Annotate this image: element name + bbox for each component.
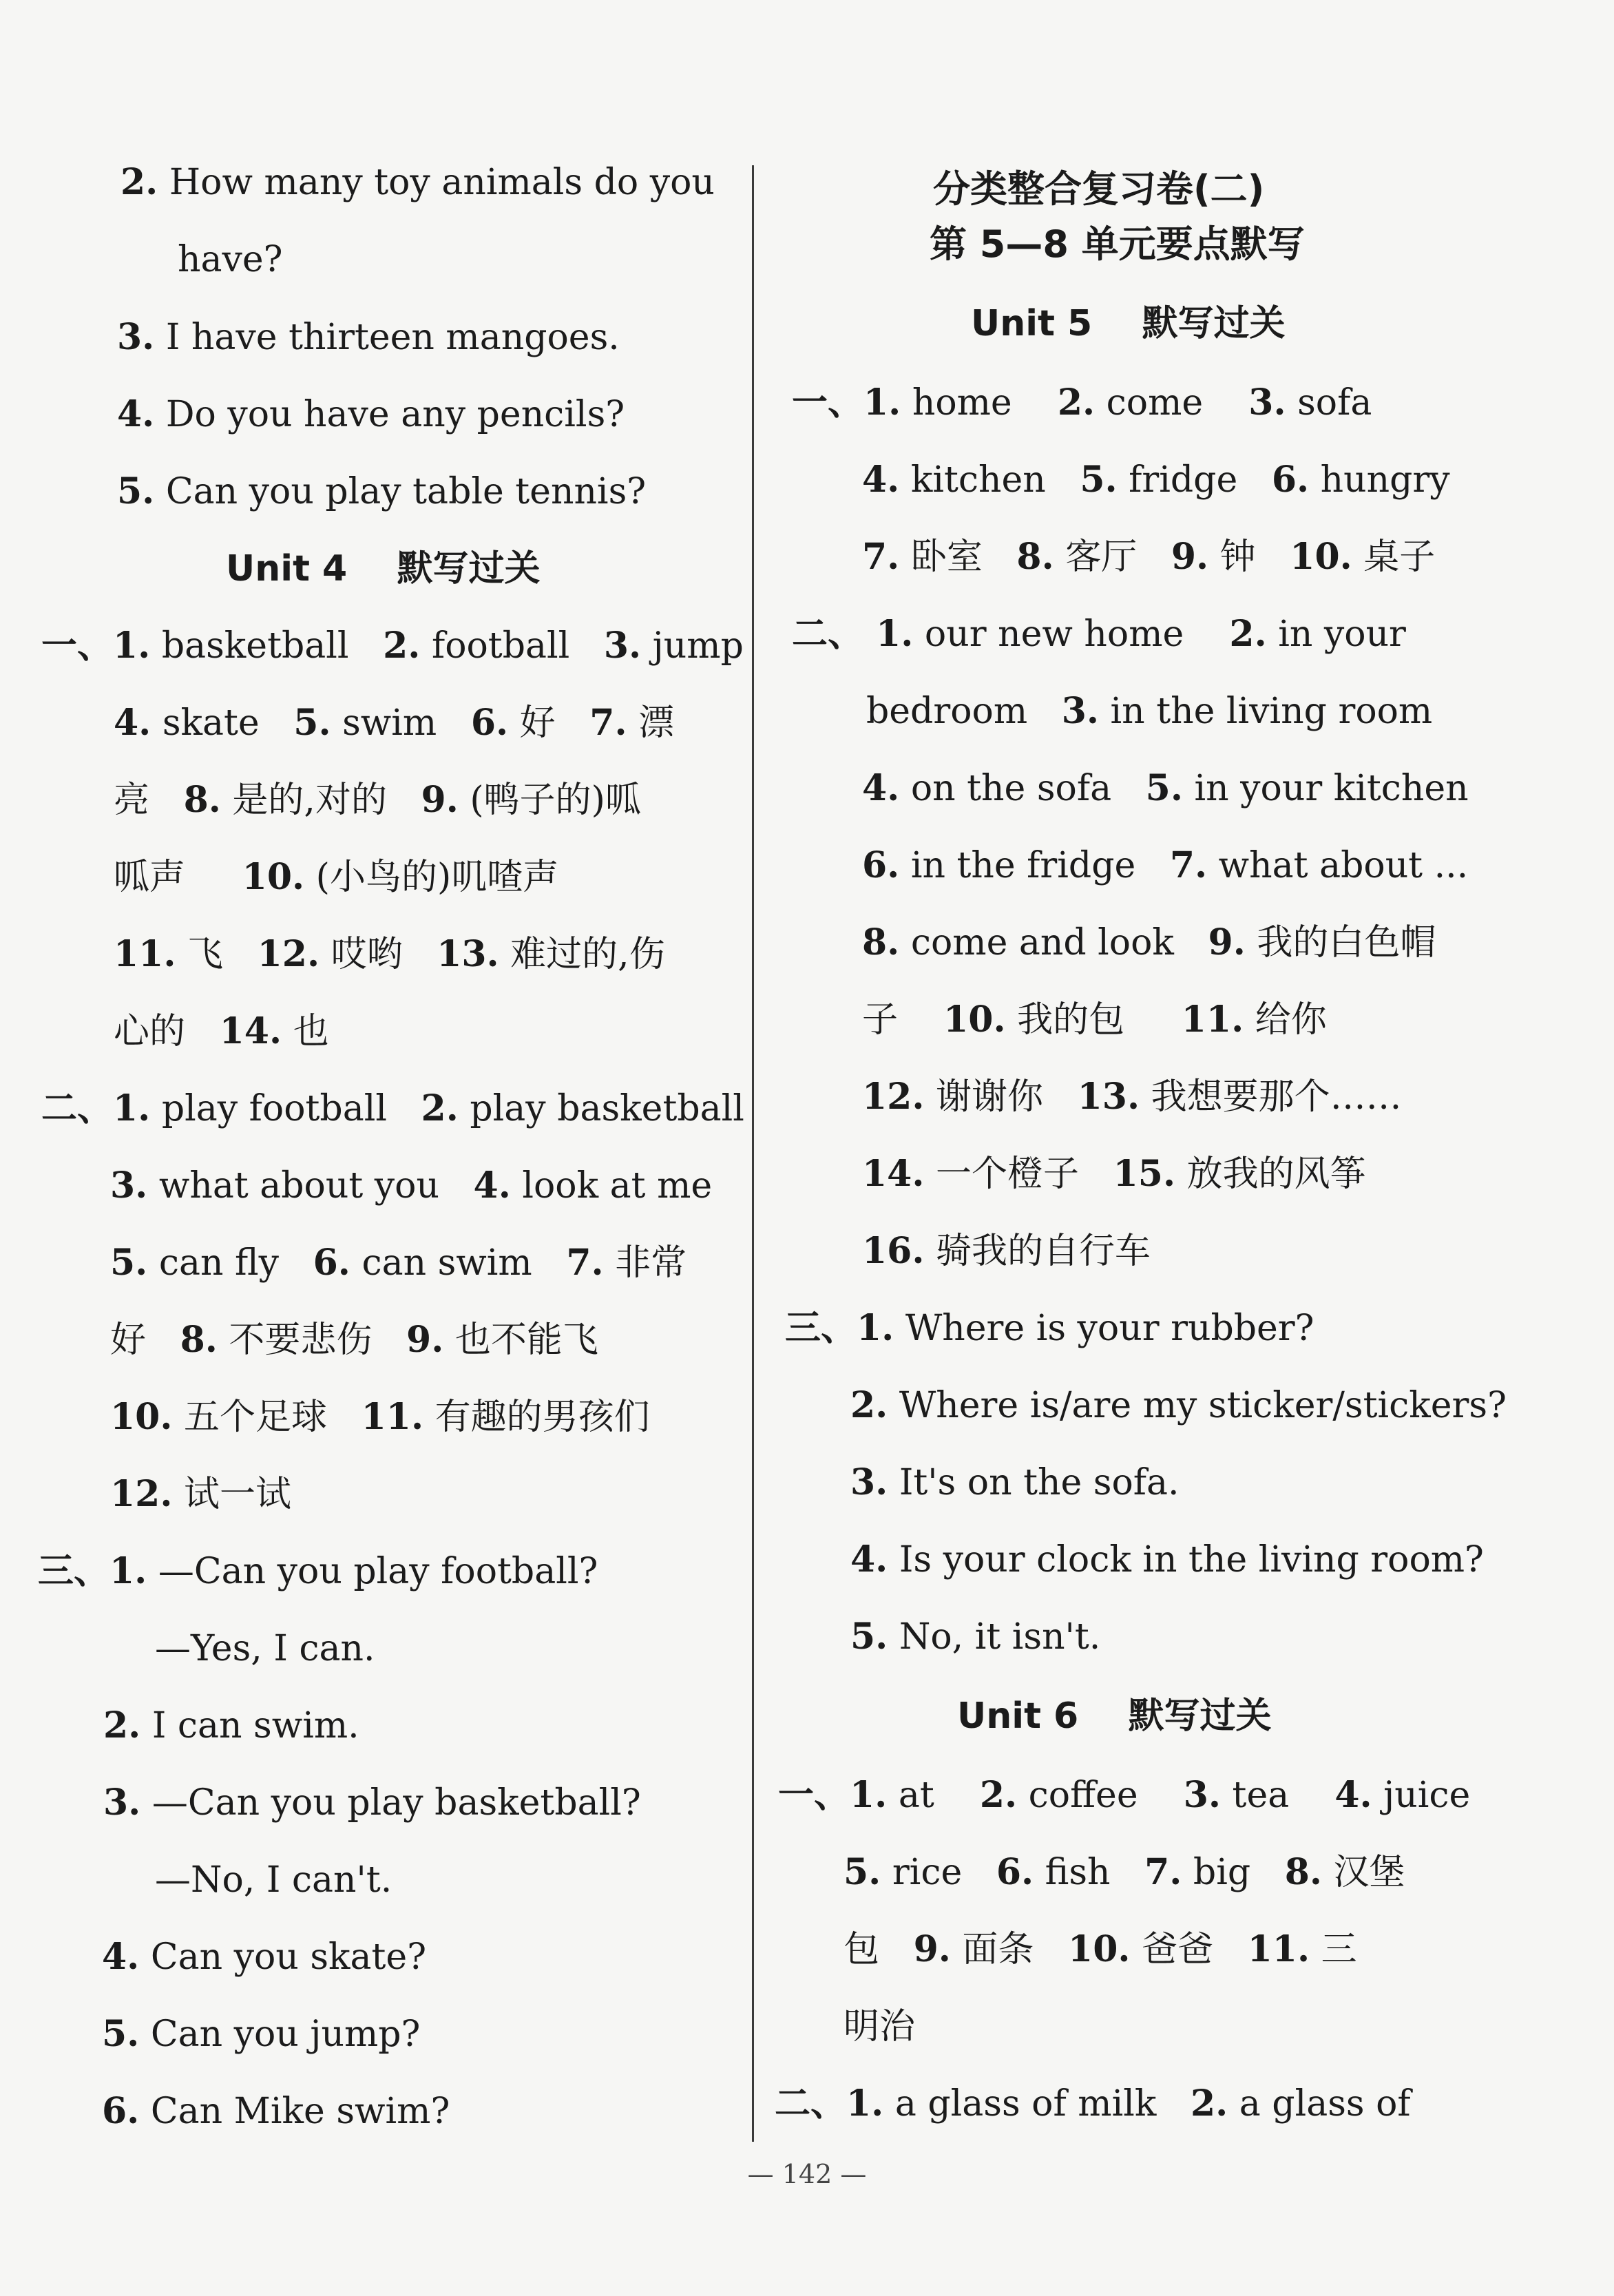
answer-text: (小鸟的)叽喳声	[304, 857, 559, 898]
item-number: 12.	[257, 933, 320, 975]
left-line	[117, 317, 620, 358]
answer-text: 骑我的自行车	[924, 1231, 1151, 1272]
answer-text: —Yes, I can.	[155, 1628, 375, 1669]
left-line	[41, 625, 744, 667]
answer-text: a glass of	[1228, 2083, 1411, 2125]
answer-text: a glass of milk	[883, 2083, 1191, 2125]
answer-text: It's on the sofa.	[888, 1462, 1180, 1503]
answer-text: 钟	[1208, 536, 1290, 578]
item-number: 13.	[437, 933, 499, 975]
item-number: 5.	[850, 1616, 888, 1658]
item-number: 8.	[183, 779, 221, 821]
left-line	[226, 548, 541, 589]
right-line	[933, 169, 1264, 210]
answer-text: in your	[1266, 614, 1406, 655]
left-line	[114, 934, 665, 975]
left-line	[38, 1551, 598, 1592]
answer-text: what about ...	[1207, 845, 1469, 886]
answer-text: I can swim.	[140, 1705, 359, 1746]
answer-text: play football	[150, 1088, 421, 1129]
item-number: 二、1.	[41, 1087, 151, 1129]
left-line	[117, 471, 646, 512]
item-number: 8.	[862, 921, 900, 963]
answer-text: 五个足球	[172, 1397, 361, 1438]
right-line	[778, 1775, 1470, 1816]
right-line	[850, 1462, 1180, 1503]
answer-text: 是的,对的	[220, 780, 421, 821]
answer-text: (鸭子的)呱	[458, 780, 641, 821]
answer-text: 一个橙子	[924, 1154, 1113, 1195]
answer-text: 给你	[1244, 999, 1327, 1041]
answer-text: skate	[151, 702, 294, 744]
answer-text: on the sofa	[899, 768, 1146, 809]
answer-text: jump	[641, 625, 744, 667]
left-line	[120, 162, 715, 203]
item-number: 6.	[1271, 459, 1310, 501]
item-number: 二、 1.	[792, 613, 914, 655]
right-line	[862, 459, 1450, 501]
item-number: 一、1.	[792, 382, 901, 424]
item-number: 9.	[1171, 536, 1209, 578]
answer-text: in the fridge	[899, 845, 1170, 886]
item-number: 2.	[1057, 382, 1096, 424]
answer-text: big	[1182, 1852, 1285, 1893]
item-number: 10.	[1068, 1928, 1131, 1970]
item-number: 5.	[843, 1851, 881, 1893]
answer-text: 亮	[114, 780, 184, 821]
item-number: Unit 4 默写过关	[226, 548, 541, 589]
item-number: 3.	[110, 1165, 148, 1207]
item-number: 12.	[862, 1076, 925, 1118]
answer-text: 非常	[603, 1242, 687, 1284]
item-number: 10.	[1290, 536, 1352, 578]
right-line	[862, 768, 1469, 809]
item-number: 7.	[862, 536, 900, 578]
item-number: 13.	[1077, 1076, 1140, 1118]
item-number: 分类整合复习卷(二)	[933, 167, 1265, 211]
item-number: 11.	[1181, 999, 1244, 1041]
item-number: 3.	[117, 316, 155, 358]
item-number: 2.	[103, 1704, 141, 1746]
answer-text: 心的	[114, 1011, 220, 1052]
item-number: 2.	[421, 1087, 459, 1129]
answer-text: can fly	[147, 1242, 313, 1284]
item-number: 5.	[1080, 459, 1118, 501]
item-number: 5.	[102, 2013, 140, 2055]
answer-text: Can Mike swim?	[139, 2091, 450, 2132]
left-line	[41, 1088, 744, 1129]
answer-text: basketball	[150, 625, 384, 667]
answer-text: 也不能飞	[443, 1319, 598, 1361]
left-line	[114, 857, 558, 898]
answer-text: have?	[178, 239, 283, 280]
item-number: 4.	[473, 1165, 511, 1207]
right-line	[862, 536, 1435, 578]
answer-text: How many toy animals do you	[158, 162, 715, 203]
answer-text: play basketball	[458, 1088, 744, 1129]
answer-text: 不要悲伤	[217, 1319, 407, 1361]
item-number: 5.	[117, 470, 155, 512]
left-line	[110, 1319, 598, 1361]
answer-text: kitchen	[899, 459, 1080, 501]
right-line	[930, 224, 1305, 265]
answer-text: tea	[1221, 1775, 1335, 1816]
item-number: 3.	[103, 1782, 141, 1824]
left-line	[110, 1474, 291, 1515]
left-line	[103, 1705, 359, 1746]
item-number: 三、1.	[38, 1550, 147, 1592]
answer-text: Can you jump?	[139, 2014, 421, 2055]
item-number: 一、1.	[778, 1774, 888, 1816]
answer-text: come and look	[899, 922, 1208, 963]
item-number: 三、1.	[785, 1307, 894, 1349]
left-line	[110, 1242, 687, 1284]
item-number: 9.	[406, 1319, 444, 1361]
right-line	[862, 1231, 1151, 1272]
answer-text: 爸爸	[1130, 1929, 1248, 1970]
answer-text: —No, I can't.	[155, 1859, 392, 1901]
item-number: 7.	[566, 1242, 604, 1284]
answer-text: our new home	[913, 614, 1230, 655]
item-number: 5.	[110, 1242, 148, 1284]
answer-text: 子	[862, 999, 944, 1041]
answer-text: 好	[508, 702, 590, 744]
answer-text: 三	[1310, 1929, 1357, 1970]
right-line	[843, 2006, 915, 2047]
item-number: 3.	[850, 1461, 888, 1503]
answer-text: I have thirteen mangoes.	[154, 317, 620, 358]
answer-text: 飞	[176, 934, 258, 975]
answer-text: 包	[843, 1929, 914, 1970]
item-number: 2.	[1229, 613, 1267, 655]
right-line	[850, 1616, 1100, 1658]
item-number: 一、1.	[41, 625, 151, 667]
left-line	[114, 780, 641, 821]
item-number: 2.	[120, 161, 158, 203]
answer-text: 难过的,伤	[499, 934, 665, 975]
item-number: 6.	[996, 1851, 1034, 1893]
item-number: 4.	[1334, 1774, 1372, 1816]
answer-text: bedroom	[866, 691, 1062, 732]
item-number: 11.	[361, 1396, 424, 1438]
answer-text: coffee	[1017, 1775, 1184, 1816]
item-number: 14.	[862, 1153, 925, 1195]
left-line	[102, 1937, 426, 1978]
right-line	[862, 922, 1436, 963]
item-number: 4.	[862, 767, 900, 809]
item-number: 3.	[1183, 1774, 1222, 1816]
item-number: 8.	[180, 1319, 218, 1361]
answer-text: 客厅	[1054, 536, 1171, 578]
answer-text: Can you skate?	[139, 1937, 427, 1978]
answer-text: fish	[1034, 1852, 1145, 1893]
item-number: 4.	[850, 1538, 888, 1580]
right-line	[862, 845, 1468, 886]
item-number: 14.	[219, 1010, 282, 1052]
answer-text: 我的包	[1005, 999, 1182, 1041]
item-number: 7.	[1144, 1851, 1182, 1893]
item-number: 11.	[114, 933, 176, 975]
item-number: 第 5—8 单元要点默写	[930, 222, 1305, 266]
answer-text: 面条	[950, 1929, 1069, 1970]
right-line	[843, 1929, 1357, 1970]
left-line	[117, 394, 625, 435]
answer-text: 桌子	[1352, 536, 1436, 578]
right-line	[866, 691, 1432, 732]
left-line	[102, 2014, 420, 2055]
item-number: 4.	[862, 459, 900, 501]
item-number: 16.	[862, 1230, 925, 1272]
answer-text: home	[901, 382, 1058, 424]
item-number: 2.	[383, 625, 421, 667]
answer-text: what about you	[147, 1165, 474, 1207]
answer-text: football	[420, 625, 604, 667]
item-number: 6.	[102, 2090, 140, 2132]
item-number: 2.	[1190, 2083, 1228, 2125]
answer-text: in your kitchen	[1182, 768, 1469, 809]
item-number: 9.	[913, 1928, 951, 1970]
answer-text: swim	[331, 702, 471, 744]
right-line	[792, 382, 1372, 424]
item-number: 4.	[114, 702, 151, 744]
item-number: 8.	[1016, 536, 1054, 578]
answer-text: 呱声	[114, 857, 242, 898]
item-number: 4.	[117, 393, 155, 435]
right-line	[843, 1852, 1405, 1893]
item-number: 10.	[242, 856, 305, 898]
left-line	[114, 1011, 329, 1052]
item-number: 6.	[862, 844, 900, 886]
answer-text: Is your clock in the living room?	[888, 1539, 1484, 1580]
answer-text: sofa	[1286, 382, 1372, 424]
item-number: 12.	[110, 1473, 173, 1515]
answer-text: hungry	[1309, 459, 1450, 501]
left-line	[155, 1628, 375, 1669]
item-number: 8.	[1284, 1851, 1323, 1893]
answer-text: look at me	[510, 1165, 713, 1207]
answer-text: 哎哟	[319, 934, 437, 975]
answer-text: 有趣的男孩们	[423, 1397, 650, 1438]
right-line	[785, 1308, 1314, 1349]
item-number: Unit 6 默写过关	[957, 1695, 1272, 1737]
right-line	[862, 999, 1327, 1041]
item-number: 4.	[102, 1936, 140, 1978]
left-line	[155, 1859, 392, 1901]
answer-text: —Can you play football?	[147, 1551, 598, 1592]
item-number: 6.	[313, 1242, 350, 1284]
left-line	[103, 1782, 641, 1824]
left-line	[178, 239, 283, 280]
right-line	[792, 614, 1406, 655]
answer-text: 我的白色帽	[1245, 922, 1436, 963]
right-line	[850, 1385, 1507, 1426]
left-line	[110, 1165, 712, 1207]
right-line	[775, 2083, 1411, 2125]
right-line	[862, 1076, 1402, 1118]
answer-text: 漂	[627, 702, 675, 744]
answer-text: 好	[110, 1319, 180, 1361]
item-number: 9.	[1208, 921, 1246, 963]
item-number: 10.	[110, 1396, 173, 1438]
answer-text: Where is your rubber?	[894, 1308, 1314, 1349]
answer-text: 明治	[843, 2006, 916, 2047]
answer-text: 试一试	[172, 1474, 291, 1515]
item-number: 3.	[1061, 690, 1100, 732]
answer-text: in the living room	[1099, 691, 1433, 732]
item-number: 7.	[1169, 844, 1208, 886]
right-line	[957, 1695, 1272, 1737]
item-number: 9.	[421, 779, 459, 821]
answer-text: at	[887, 1775, 980, 1816]
answer-text: 谢谢你	[924, 1076, 1078, 1118]
answer-text: No, it isn't.	[888, 1616, 1101, 1658]
left-line	[102, 2091, 450, 2132]
item-number: 7.	[589, 702, 627, 744]
item-number: 5.	[1145, 767, 1183, 809]
answer-text: 我想要那个……	[1140, 1076, 1402, 1118]
page-number: — 142 —	[747, 2159, 867, 2189]
item-number: 二、1.	[775, 2083, 884, 2125]
item-number: 10.	[943, 999, 1006, 1041]
item-number: 2.	[979, 1774, 1018, 1816]
right-line	[850, 1539, 1484, 1580]
answer-text: 也	[282, 1011, 329, 1052]
answer-text: Can you play table tennis?	[154, 471, 647, 512]
item-number: 5.	[293, 702, 331, 744]
answer-text: come	[1095, 382, 1249, 424]
item-number: 15.	[1113, 1153, 1176, 1195]
answer-text: can swim	[350, 1242, 567, 1284]
right-line	[862, 1154, 1366, 1195]
answer-text: Do you have any pencils?	[154, 394, 625, 435]
item-number: 6.	[470, 702, 509, 744]
answer-text: 汉堡	[1322, 1852, 1405, 1893]
column-divider	[752, 165, 754, 2142]
answer-text: rice	[881, 1852, 996, 1893]
item-number: 2.	[850, 1384, 888, 1426]
item-number: Unit 5 默写过关	[971, 303, 1286, 344]
left-line	[114, 702, 674, 744]
answer-text: juice	[1372, 1775, 1471, 1816]
answer-text: 放我的风筝	[1175, 1154, 1366, 1195]
item-number: 11.	[1247, 1928, 1310, 1970]
answer-text: fridge	[1117, 459, 1272, 501]
answer-text: 卧室	[899, 536, 1017, 578]
answer-text: Where is/are my sticker/stickers?	[888, 1385, 1507, 1426]
item-number: 3.	[1248, 382, 1286, 424]
answer-text: —Can you play basketball?	[140, 1782, 641, 1824]
right-line	[971, 303, 1286, 344]
left-line	[110, 1397, 650, 1438]
item-number: 3.	[603, 625, 642, 667]
